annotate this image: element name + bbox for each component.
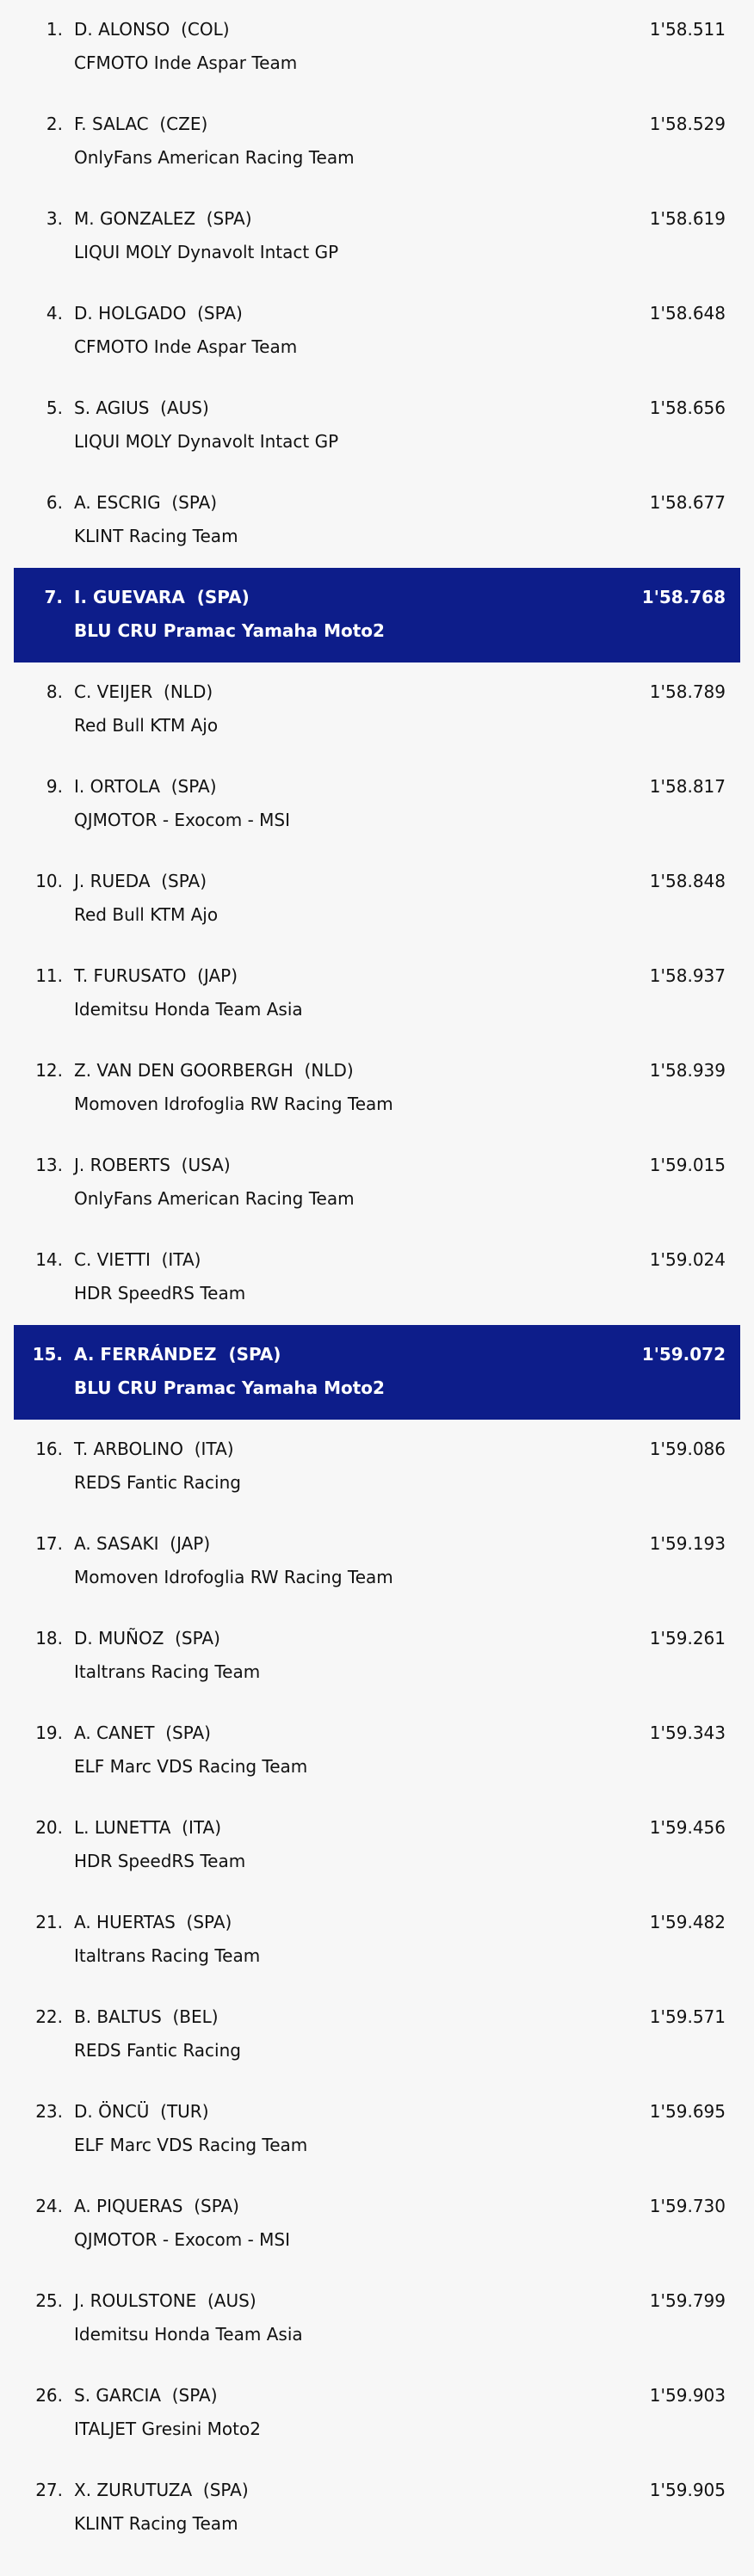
rider-name: D. ALONSO (COL) — [74, 19, 230, 40]
result-position: 19. — [35, 1722, 63, 1743]
lap-time: 1'59.482 — [649, 1912, 726, 1932]
result-position: 13. — [35, 1155, 63, 1175]
rider-name: A. PIQUERAS (SPA) — [74, 2196, 239, 2216]
lap-time: 1'58.656 — [649, 397, 726, 418]
result-position: 24. — [35, 2196, 63, 2216]
lap-time: 1'58.939 — [649, 1060, 726, 1081]
rider-name: J. RUEDA (SPA) — [74, 871, 207, 891]
team-name: Idemitsu Honda Team Asia — [74, 999, 303, 1020]
rider-name: A. FERRÁNDEZ (SPA) — [74, 1344, 281, 1365]
team-name: ITALJET Gresini Moto2 — [74, 2419, 261, 2439]
result-row[interactable] — [14, 1136, 740, 1230]
team-name: LIQUI MOLY Dynavolt Intact GP — [74, 431, 339, 452]
lap-time: 1'59.015 — [649, 1155, 726, 1175]
team-name: Red Bull KTM Ajo — [74, 715, 219, 736]
rider-name: J. ROULSTONE (AUS) — [74, 2290, 256, 2311]
team-name: BLU CRU Pramac Yamaha Moto2 — [74, 620, 385, 641]
rider-name: C. VEIJER (NLD) — [74, 681, 213, 702]
result-row[interactable] — [14, 1420, 740, 1514]
result-row[interactable] — [14, 473, 740, 568]
lap-time: 1'59.799 — [649, 2290, 726, 2311]
rider-name: A. ESCRIG (SPA) — [74, 492, 218, 513]
result-row[interactable] — [14, 2461, 740, 2555]
team-name: Red Bull KTM Ajo — [74, 904, 219, 925]
lap-time: 1'59.261 — [649, 1628, 726, 1649]
rider-name: Z. VAN DEN GOORBERGH (NLD) — [74, 1060, 354, 1081]
result-row[interactable] — [14, 1230, 740, 1325]
result-row-highlighted[interactable] — [14, 1325, 740, 1420]
result-position: 23. — [35, 2101, 63, 2122]
lap-time: 1'58.619 — [649, 208, 726, 229]
result-position: 15. — [32, 1344, 63, 1365]
rider-name: I. GUEVARA (SPA) — [74, 587, 250, 607]
result-position: 4. — [46, 303, 63, 324]
lap-time: 1'59.193 — [649, 1533, 726, 1554]
result-position: 20. — [35, 1817, 63, 1838]
rider-name: A. SASAKI (JAP) — [74, 1533, 211, 1554]
lap-time: 1'58.677 — [649, 492, 726, 513]
rider-name: B. BALTUS (BEL) — [74, 2006, 219, 2027]
result-row[interactable] — [14, 1704, 740, 1798]
result-row[interactable] — [14, 1893, 740, 1987]
result-position: 6. — [46, 492, 63, 513]
team-name: REDS Fantic Racing — [74, 1472, 241, 1493]
result-position: 11. — [35, 965, 63, 986]
result-position: 26. — [35, 2385, 63, 2406]
lap-time: 1'59.903 — [649, 2385, 726, 2406]
team-name: OnlyFans American Racing Team — [74, 147, 355, 168]
result-position: 5. — [46, 397, 63, 418]
result-row[interactable] — [14, 1798, 740, 1893]
result-row[interactable] — [14, 95, 740, 189]
result-position: 9. — [46, 776, 63, 797]
lap-time: 1'59.730 — [649, 2196, 726, 2216]
rider-name: S. GARCIA (SPA) — [74, 2385, 218, 2406]
team-name: QJMOTOR - Exocom - MSI — [74, 810, 291, 830]
team-name: BLU CRU Pramac Yamaha Moto2 — [74, 1377, 385, 1398]
rider-name: T. FURUSATO (JAP) — [74, 965, 238, 986]
team-name: ELF Marc VDS Racing Team — [74, 1756, 308, 1777]
result-position: 17. — [35, 1533, 63, 1554]
team-name: Idemitsu Honda Team Asia — [74, 2324, 303, 2345]
result-row[interactable] — [14, 2177, 740, 2271]
team-name: QJMOTOR - Exocom - MSI — [74, 2229, 291, 2250]
lap-time: 1'59.343 — [649, 1722, 726, 1743]
result-row[interactable] — [14, 946, 740, 1041]
result-row[interactable] — [14, 189, 740, 284]
team-name: HDR SpeedRS Team — [74, 1283, 246, 1303]
team-name: ELF Marc VDS Racing Team — [74, 2135, 308, 2155]
lap-time: 1'58.817 — [649, 776, 726, 797]
result-row[interactable] — [14, 1987, 740, 2082]
result-row[interactable] — [14, 1609, 740, 1704]
result-row[interactable] — [14, 2366, 740, 2461]
rider-name: S. AGIUS (AUS) — [74, 397, 209, 418]
rider-name: D. ÖNCÜ (TUR) — [74, 2101, 209, 2122]
result-position: 3. — [46, 208, 63, 229]
rider-name: T. ARBOLINO (ITA) — [74, 1439, 234, 1459]
result-position: 27. — [35, 2480, 63, 2500]
lap-time: 1'58.789 — [649, 681, 726, 702]
result-position: 7. — [44, 587, 63, 607]
rider-name: I. ORTOLA (SPA) — [74, 776, 217, 797]
team-name: Momoven Idrofoglia RW Racing Team — [74, 1567, 393, 1587]
result-position: 10. — [35, 871, 63, 891]
rider-name: L. LUNETTA (ITA) — [74, 1817, 222, 1838]
result-row[interactable] — [14, 379, 740, 473]
lap-time: 1'59.571 — [649, 2006, 726, 2027]
result-row[interactable] — [14, 284, 740, 379]
lap-time: 1'59.695 — [649, 2101, 726, 2122]
result-row[interactable] — [14, 1041, 740, 1136]
team-name: Momoven Idrofoglia RW Racing Team — [74, 1094, 393, 1114]
team-name: HDR SpeedRS Team — [74, 1851, 246, 1871]
team-name: CFMOTO Inde Aspar Team — [74, 336, 298, 357]
lap-time: 1'59.024 — [649, 1249, 726, 1270]
rider-name: A. HUERTAS (SPA) — [74, 1912, 232, 1932]
rider-name: D. MUÑOZ (SPA) — [74, 1628, 220, 1649]
lap-time: 1'58.848 — [649, 871, 726, 891]
result-row[interactable] — [14, 2271, 740, 2366]
result-position: 8. — [46, 681, 63, 702]
rider-name: X. ZURUTUZA (SPA) — [74, 2480, 249, 2500]
rider-name: D. HOLGADO (SPA) — [74, 303, 243, 324]
result-position: 21. — [35, 1912, 63, 1932]
rider-name: M. GONZALEZ (SPA) — [74, 208, 252, 229]
lap-time: 1'58.768 — [641, 587, 726, 607]
team-name: Italtrans Racing Team — [74, 1945, 261, 1966]
team-name: OnlyFans American Racing Team — [74, 1188, 355, 1209]
result-row[interactable] — [14, 852, 740, 946]
lap-time: 1'58.511 — [649, 19, 726, 40]
rider-name: A. CANET (SPA) — [74, 1722, 211, 1743]
team-name: LIQUI MOLY Dynavolt Intact GP — [74, 242, 339, 262]
rider-name: C. VIETTI (ITA) — [74, 1249, 201, 1270]
result-position: 1. — [46, 19, 63, 40]
rider-name: J. ROBERTS (USA) — [74, 1155, 231, 1175]
result-position: 2. — [46, 114, 63, 134]
result-position: 12. — [35, 1060, 63, 1081]
team-name: CFMOTO Inde Aspar Team — [74, 52, 298, 73]
result-position: 18. — [35, 1628, 63, 1649]
team-name: REDS Fantic Racing — [74, 2040, 241, 2061]
result-row[interactable] — [14, 2082, 740, 2177]
lap-time: 1'58.937 — [649, 965, 726, 986]
result-row[interactable] — [14, 1514, 740, 1609]
team-name: Italtrans Racing Team — [74, 1661, 261, 1682]
lap-time: 1'59.072 — [641, 1344, 726, 1365]
result-position: 25. — [35, 2290, 63, 2311]
lap-time: 1'59.456 — [649, 1817, 726, 1838]
result-position: 22. — [35, 2006, 63, 2027]
result-row[interactable] — [14, 662, 740, 757]
lap-time: 1'59.905 — [649, 2480, 726, 2500]
lap-time: 1'59.086 — [649, 1439, 726, 1459]
result-position: 16. — [35, 1439, 63, 1459]
team-name: KLINT Racing Team — [74, 526, 238, 546]
result-row[interactable] — [14, 757, 740, 852]
result-row-highlighted[interactable] — [14, 568, 740, 662]
lap-time: 1'58.529 — [649, 114, 726, 134]
result-position: 14. — [35, 1249, 63, 1270]
team-name: KLINT Racing Team — [74, 2513, 238, 2534]
result-row[interactable] — [14, 0, 740, 95]
rider-name: F. SALAC (CZE) — [74, 114, 208, 134]
lap-time: 1'58.648 — [649, 303, 726, 324]
